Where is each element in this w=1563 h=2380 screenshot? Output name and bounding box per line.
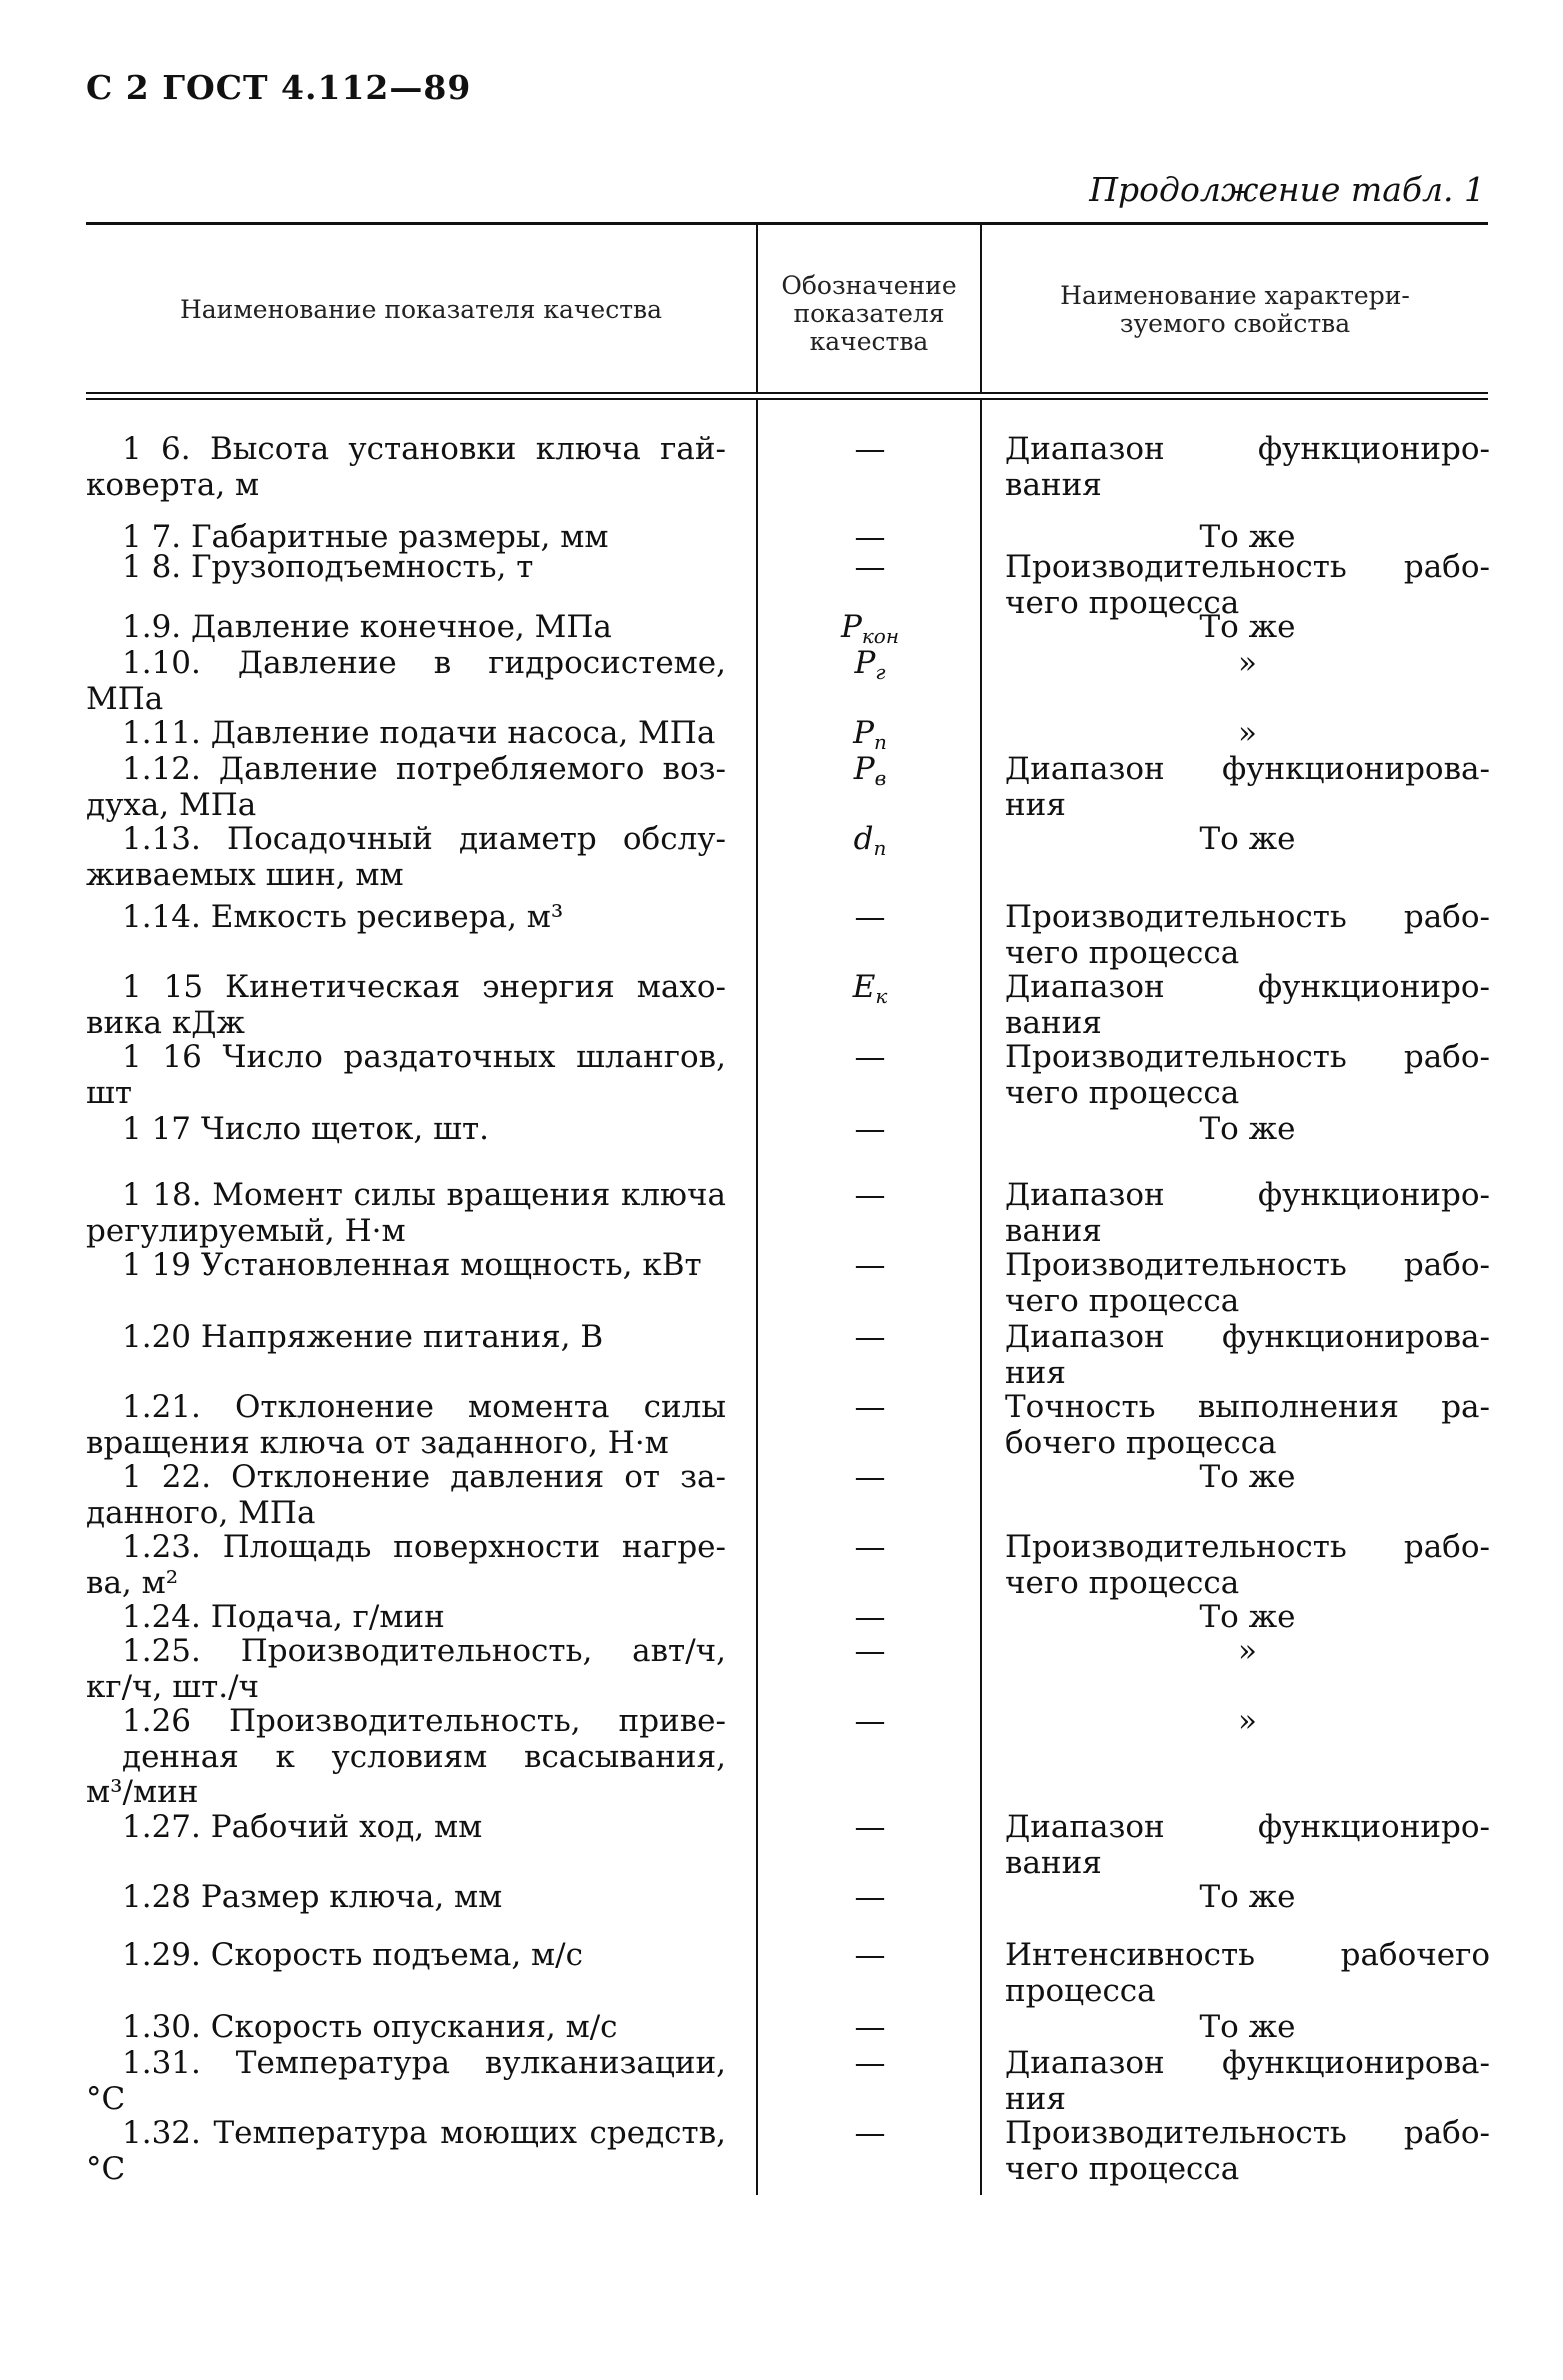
column-header-name <box>86 296 756 324</box>
row-property-line: То же <box>1199 2009 1296 2045</box>
row-symbol <box>760 900 980 936</box>
row-name-line: 1.11. Давление подачи насоса, МПа <box>122 715 716 751</box>
row-property <box>1005 1704 1490 1740</box>
row-symbol-main: — <box>854 1879 886 1915</box>
row-name <box>86 1248 726 1284</box>
row-name-line: 1.28 Размер ключа, мм <box>122 1879 503 1915</box>
row-name-line: 1 17 Число щеток, шт. <box>122 1111 489 1147</box>
row-property <box>1005 646 1490 682</box>
row-symbol-subscript: в <box>874 766 887 790</box>
row-property <box>1005 1390 1490 1461</box>
row-name <box>86 1390 726 1461</box>
row-symbol <box>760 1460 980 1496</box>
row-symbol-subscript: г <box>875 660 886 684</box>
column-header-symbol <box>758 272 980 356</box>
row-property <box>1005 1112 1490 1148</box>
column-header-property <box>982 282 1488 338</box>
row-name-line: 1.10. Давление в гидросистеме, <box>122 645 726 681</box>
row-name <box>86 1460 726 1531</box>
column-header-property-line-1: Наименование характери- <box>1060 281 1410 310</box>
row-name-line: 1.31. Температура вулканизации, <box>122 2045 726 2081</box>
row-symbol-main: — <box>854 2009 886 2045</box>
header-bottom-rule-double <box>86 398 1488 400</box>
row-symbol <box>760 1938 980 1974</box>
row-property-line: Производительность рабо- <box>1005 1039 1490 1075</box>
row-property-line: процесса <box>1005 1972 1156 2009</box>
row-symbol-main: — <box>854 431 886 467</box>
row-symbol <box>760 550 980 586</box>
row-symbol-main: — <box>854 1633 886 1669</box>
row-name <box>86 1600 726 1636</box>
table-continuation-label: Продолжение табл. 1 <box>1089 170 1485 209</box>
row-symbol <box>760 822 980 867</box>
row-name-line: вика кДж <box>86 1004 245 1041</box>
row-property <box>1005 752 1490 823</box>
row-name-line: 1 15 Кинетическая энергия махо- <box>122 969 726 1005</box>
row-property-line: Интенсивность рабочего <box>1005 1937 1490 1973</box>
row-symbol <box>760 1112 980 1148</box>
row-property-line: чего процесса <box>1005 934 1240 971</box>
row-property <box>1005 1320 1490 1391</box>
row-name <box>86 2116 726 2187</box>
row-property <box>1005 1938 1490 2009</box>
row-symbol-main: E <box>852 969 876 1005</box>
row-name <box>86 822 726 893</box>
row-property-line: Производительность рабо- <box>1005 549 1490 585</box>
row-symbol-subscript: к <box>875 984 888 1008</box>
table-top-rule <box>86 222 1488 225</box>
row-name <box>86 1320 726 1356</box>
row-name-line: 1.30. Скорость опускания, м/с <box>122 2009 618 2045</box>
column-header-symbol-line-1: Обозначение <box>781 271 957 300</box>
row-symbol <box>760 646 980 691</box>
column-header-symbol-line-3: качества <box>809 327 929 356</box>
row-property-line: чего процесса <box>1005 1074 1240 1111</box>
row-property <box>1005 1600 1490 1636</box>
row-property-line: » <box>1238 645 1257 681</box>
row-property-line: ния <box>1005 786 1066 823</box>
row-property-line: вания <box>1005 1844 1102 1881</box>
row-symbol <box>760 2046 980 2082</box>
row-property-line: Диапазон функциониро- <box>1005 969 1490 1005</box>
row-name-line: 1.32. Температура моющих средств, <box>122 2115 726 2151</box>
row-symbol <box>760 432 980 468</box>
row-symbol-main: — <box>854 899 886 935</box>
row-property-line: Диапазон функционирова- <box>1005 751 1490 787</box>
row-property-line: Точность выполнения ра- <box>1005 1389 1490 1425</box>
row-symbol <box>760 1530 980 1566</box>
row-property-line: То же <box>1199 1599 1296 1635</box>
row-name <box>86 716 726 752</box>
row-name-line: 1.14. Емкость ресивера, м³ <box>122 899 564 935</box>
row-name-line: живаемых шин, мм <box>86 856 404 893</box>
row-property-line: То же <box>1199 1459 1296 1495</box>
row-property-line: чего процесса <box>1005 1282 1240 1319</box>
row-name <box>86 432 726 503</box>
row-property <box>1005 1880 1490 1916</box>
row-symbol <box>760 1810 980 1846</box>
row-name <box>86 1880 726 1916</box>
column-divider-1-body <box>756 400 758 2195</box>
row-property <box>1005 2046 1490 2117</box>
row-property-line: ния <box>1005 1354 1066 1391</box>
row-name <box>86 2046 726 2117</box>
row-symbol <box>760 970 980 1015</box>
row-name <box>86 1112 726 1148</box>
row-name <box>86 1178 726 1249</box>
row-symbol-main: — <box>854 1389 886 1425</box>
row-property <box>1005 2116 1490 2187</box>
row-symbol <box>760 1390 980 1426</box>
row-property <box>1005 822 1490 858</box>
row-name-line: ва, м² <box>86 1564 179 1601</box>
row-property-line: » <box>1238 715 1257 751</box>
row-name <box>86 752 726 823</box>
row-symbol <box>760 2116 980 2152</box>
row-name <box>86 1810 726 1846</box>
row-symbol-main: — <box>854 519 886 555</box>
row-name-line: денная к условиям всасывания, <box>122 1738 726 1775</box>
row-property-line: Производительность рабо- <box>1005 2115 1490 2151</box>
header-bottom-rule <box>86 392 1488 394</box>
row-property <box>1005 970 1490 1041</box>
row-property-line: чего процесса <box>1005 584 1240 621</box>
row-symbol-main: P <box>853 715 874 751</box>
row-property-line: вания <box>1005 466 1102 503</box>
row-property-line: Производительность рабо- <box>1005 899 1490 935</box>
row-symbol-main: — <box>854 549 886 585</box>
row-property-line: Диапазон функциониро- <box>1005 1809 1490 1845</box>
row-symbol-main: d <box>853 821 874 857</box>
row-property-line: » <box>1238 1703 1257 1739</box>
row-name-line: 1.23. Площадь поверхности нагре- <box>122 1529 726 1565</box>
row-property <box>1005 2010 1490 2046</box>
row-symbol-main: — <box>854 1703 886 1739</box>
row-name-line: 1.26 Производительность, приве- <box>122 1703 726 1739</box>
row-symbol-main: — <box>854 1247 886 1283</box>
row-symbol <box>760 1634 980 1670</box>
row-property-line: То же <box>1199 821 1296 857</box>
row-name-line: 1 6. Высота установки ключа гай- <box>122 431 726 467</box>
row-name-line: 1.25. Производительность, авт/ч, <box>122 1633 726 1669</box>
row-name <box>86 970 726 1041</box>
row-name <box>86 1634 726 1705</box>
row-name <box>86 1040 726 1111</box>
row-property <box>1005 1634 1490 1670</box>
row-property-line: То же <box>1199 1879 1296 1915</box>
row-name-line: м³/мин <box>86 1774 199 1810</box>
column-header-symbol-line-2: показателя <box>793 299 945 328</box>
row-name-line: 1 19 Установленная мощность, кВт <box>122 1247 702 1283</box>
row-symbol-main: — <box>854 1319 886 1355</box>
row-symbol-subscript: п <box>873 730 887 754</box>
row-name-line: 1 16 Число раздаточных шлангов, <box>122 1039 726 1075</box>
row-name-line: °С <box>86 2150 126 2187</box>
row-symbol-subscript: кон <box>861 624 900 648</box>
row-name <box>86 1704 726 1811</box>
row-property <box>1005 1810 1490 1881</box>
row-symbol <box>760 1320 980 1356</box>
row-name-line: шт <box>86 1074 132 1111</box>
row-property-line: » <box>1238 1633 1257 1669</box>
row-property-line: Диапазон функциониро- <box>1005 431 1490 467</box>
row-name-line: 1.13. Посадочный диаметр обслу- <box>122 821 726 857</box>
row-property <box>1005 432 1490 503</box>
row-name <box>86 2010 726 2046</box>
row-property-line: Диапазон функционирова- <box>1005 1319 1490 1355</box>
row-symbol <box>760 1248 980 1284</box>
row-property-line: чего процесса <box>1005 2150 1240 2187</box>
row-property <box>1005 1530 1490 1601</box>
row-symbol <box>760 1880 980 1916</box>
row-property <box>1005 1248 1490 1319</box>
row-property-line: То же <box>1199 519 1296 555</box>
row-name-line: 1 8. Грузоподъемность, т <box>122 549 534 585</box>
column-header-property-line-2: зуемого свойства <box>1119 309 1351 338</box>
row-symbol-main: P <box>840 609 862 645</box>
row-name <box>86 610 726 646</box>
row-name <box>86 1938 726 1974</box>
row-name-line: 1 7. Габаритные размеры, мм <box>122 519 609 555</box>
row-name-line: вращения ключа от заданного, Н·м <box>86 1424 669 1461</box>
row-property-line: ния <box>1005 2080 1066 2117</box>
row-property-line: чего процесса <box>1005 1564 1240 1601</box>
row-name-line: коверта, м <box>86 466 260 503</box>
row-symbol-main: — <box>854 1529 886 1565</box>
row-property <box>1005 610 1490 646</box>
row-name-line: 1 18. Момент силы вращения ключа <box>122 1177 726 1213</box>
row-name-line: 1.29. Скорость подъема, м/с <box>122 1937 583 1973</box>
row-symbol-main: — <box>854 1937 886 1973</box>
row-symbol-main: P <box>854 645 876 681</box>
row-symbol <box>760 1040 980 1076</box>
column-divider-2-body <box>980 400 982 2195</box>
row-name <box>86 550 726 586</box>
row-symbol-main: — <box>854 1809 886 1845</box>
row-symbol-subscript: п <box>873 836 887 860</box>
row-property-line: То же <box>1199 609 1296 645</box>
row-name-line: 1.24. Подача, г/мин <box>122 1599 445 1635</box>
row-symbol-main: — <box>854 1039 886 1075</box>
row-property <box>1005 1460 1490 1496</box>
row-property <box>1005 900 1490 971</box>
row-name-line: 1.27. Рабочий ход, мм <box>122 1809 483 1845</box>
row-property <box>1005 1178 1490 1249</box>
row-symbol <box>760 2010 980 2046</box>
row-symbol <box>760 1600 980 1636</box>
row-name-line: 1.20 Напряжение питания, В <box>122 1319 604 1355</box>
row-symbol <box>760 752 980 797</box>
row-name-line: 1.9. Давление конечное, МПа <box>122 609 612 645</box>
row-symbol-main: — <box>854 1599 886 1635</box>
row-property-line: вания <box>1005 1004 1102 1041</box>
row-property-line: бочего процесса <box>1005 1424 1277 1461</box>
page-header: С 2 ГОСТ 4.112—89 <box>86 68 472 107</box>
row-name-line: °С <box>86 2080 126 2117</box>
row-property <box>1005 716 1490 752</box>
row-name-line: 1.12. Давление потребляемого воз- <box>122 751 726 787</box>
row-symbol <box>760 1704 980 1740</box>
row-name-line: данного, МПа <box>86 1494 316 1531</box>
row-symbol-main: — <box>854 1459 886 1495</box>
row-property-line: Производительность рабо- <box>1005 1529 1490 1565</box>
row-name-line: духа, МПа <box>86 786 257 823</box>
row-symbol-main: P <box>853 751 875 787</box>
row-symbol-main: — <box>854 1111 886 1147</box>
row-symbol-main: — <box>854 2115 886 2151</box>
row-property-line: То же <box>1199 1111 1296 1147</box>
row-name <box>86 900 726 936</box>
row-property-line: вания <box>1005 1212 1102 1249</box>
row-name <box>86 646 726 717</box>
row-name-line: регулируемый, Н·м <box>86 1212 406 1249</box>
row-symbol-main: — <box>854 2045 886 2081</box>
row-symbol-main: — <box>854 1177 886 1213</box>
row-property <box>1005 1040 1490 1111</box>
row-name-line: 1.21. Отклонение момента силы <box>122 1389 726 1425</box>
row-name-line: МПа <box>86 680 164 717</box>
row-property-line: Диапазон функционирова- <box>1005 2045 1490 2081</box>
row-name <box>86 1530 726 1601</box>
row-name-line: 1 22. Отклонение давления от за- <box>122 1459 726 1495</box>
row-name-line: кг/ч, шт./ч <box>86 1668 260 1705</box>
row-property-line: Производительность рабо- <box>1005 1247 1490 1283</box>
row-symbol <box>760 1178 980 1214</box>
column-header-name-text: Наименование показателя качества <box>179 295 663 324</box>
row-property-line: Диапазон функциониро- <box>1005 1177 1490 1213</box>
